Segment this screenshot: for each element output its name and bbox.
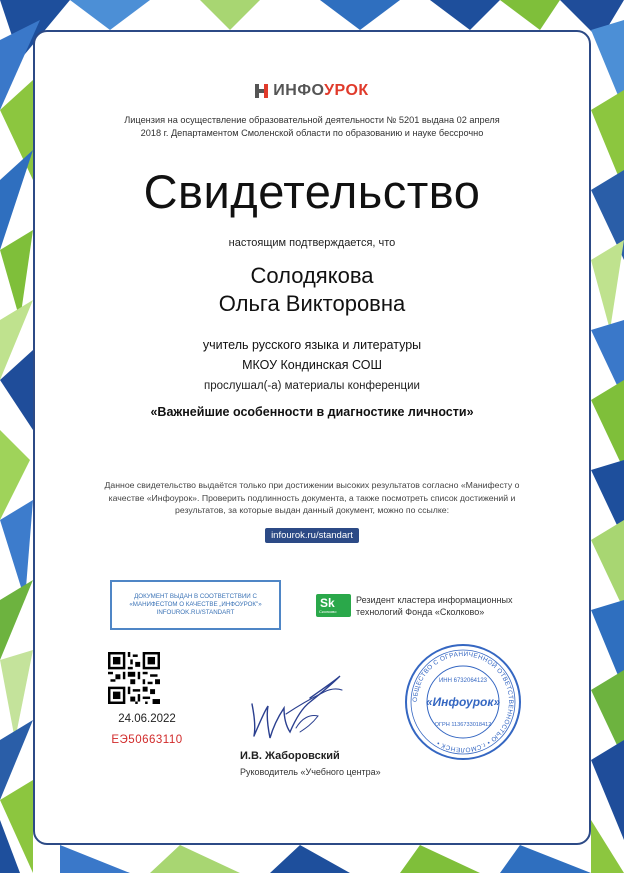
skolkovo-resident-text: Резидент кластера информационных технологий Фонда «Сколково»	[356, 595, 513, 617]
logo-wordmark: ИНФОУРОК	[273, 82, 369, 99]
stamp-outer-text: ОБЩЕСТВО С ОГРАНИЧЕННОЙ ОТВЕТСТВЕННОСТЬЮ • г.СМОЛЕНСК •	[411, 650, 515, 754]
infourok-logo	[35, 82, 589, 100]
infourok-logo-icon	[255, 83, 269, 99]
stamp-center-text: «Инфоурок»	[425, 695, 501, 709]
issue-date: 24.06.2022	[118, 713, 176, 725]
license-text: Лицензия на осуществление образовательной деятельности № 5201 выдана 02 апреля 2018 г. Департаментом Смоленской области по образованию и науке бессрочно	[124, 115, 500, 138]
certificate-title: Свидетельство	[143, 165, 481, 218]
qr-code-icon	[108, 652, 160, 704]
verification-link[interactable]: infourok.ru/standart	[265, 528, 359, 543]
disclaimer-text: Данное свидетельство выдаётся только при достижении высоких результатов согласно «Манифесту о качестве «Инфоурок». Проверить подлинность документа, а также посмотреть список достижений и результатов, за которые выдан данный документ, можно по ссылке:	[104, 480, 520, 515]
certificate-card	[33, 30, 591, 845]
document-code: ЕЭ50663110	[111, 734, 183, 746]
stamp-ogrn: ОГРН 1136733018412	[434, 722, 492, 728]
recipient-name: Солодякова Ольга Викторовна	[218, 263, 406, 316]
confirmation-text: настоящим подтверждается, что	[228, 237, 396, 249]
signer-role: Руководитель «Учебного центра»	[240, 767, 381, 777]
manifesto-box: ДОКУМЕНТ ВЫДАН В СООТВЕТСТВИИ С «МАНИФЕСТОМ О КАЧЕСТВЕ „ИНФОУРОК"» INFOUROK.RU/STANDART	[110, 580, 281, 630]
conference-title: «Важнейшие особенности в диагностике личности»	[150, 405, 474, 419]
verification-link-wrap	[35, 528, 589, 543]
handwritten-signature	[240, 654, 350, 746]
signer-name: И.В. Жаборовский	[240, 750, 340, 762]
listened-text: прослушал(-а) материалы конференции	[204, 380, 420, 392]
recipient-position: учитель русского языка и литературы МКОУ Кондинская СОШ	[202, 338, 422, 372]
skolkovo-logo: Sk Сколково	[316, 594, 351, 617]
round-seal-stamp	[403, 642, 523, 762]
stamp-inn: ИНН 6732064123	[438, 678, 488, 684]
